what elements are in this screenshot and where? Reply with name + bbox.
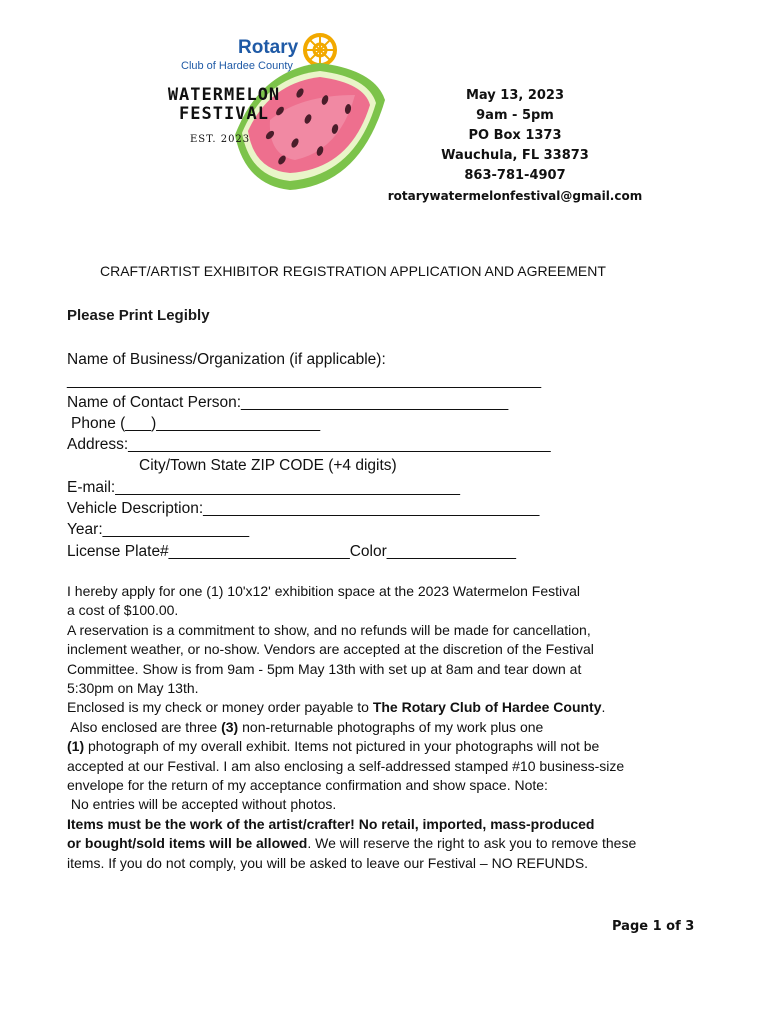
contact-email: rotarywatermelonfestival@gmail.com	[387, 189, 643, 203]
agreement-line: envelope for the return of my acceptance confirmation and show space. Note:	[67, 777, 548, 794]
agreement-text	[67, 582, 727, 873]
agreement-line	[67, 737, 727, 756]
agreement-line	[67, 834, 727, 853]
page-number: Page 1 of 3	[612, 919, 695, 934]
festival-title-line1: WATERMELON	[167, 85, 281, 105]
event-hours: 9am - 5pm	[476, 108, 554, 123]
contact-block	[350, 86, 680, 206]
print-legibly-note: Please Print Legibly	[67, 307, 210, 324]
license-plate-color-field: License Plate#_____________________Color_______________	[67, 542, 517, 560]
agreement-line-bold: Items must be the work of the artist/crafter! No retail, imported, mass-produced	[67, 815, 595, 832]
vehicle-description-field: Vehicle Description:_______________________________________	[67, 500, 540, 518]
address-hint: City/Town State ZIP CODE (+4 digits)	[139, 457, 397, 475]
agreement-text-span: Also enclosed are three	[67, 718, 222, 735]
event-date: May 13, 2023	[465, 88, 565, 103]
agreement-text-span: non-returnable photographs of my work plus one	[238, 718, 544, 735]
photo-count-one: (1)	[67, 738, 85, 755]
festival-title	[165, 86, 283, 124]
agreement-line: Committee. Show is from 9am - 5pm May 13th with set up at 8am and tear down at	[67, 660, 582, 677]
agreement-text-span: .	[601, 699, 606, 716]
agreement-line: No entries will be accepted without photos.	[67, 796, 337, 813]
agreement-line: 5:30pm on May 13th.	[67, 680, 199, 697]
agreement-line	[67, 718, 727, 737]
established-year: EST. 2023	[190, 134, 251, 145]
agreement-bold-span: or bought/sold items will be allowed	[67, 835, 308, 852]
agreement-line: accepted at our Festival. I am also enclosing a self-addressed stamped #10 business-size	[67, 757, 625, 774]
agreement-text-span: Enclosed is my check or money order payable to	[67, 699, 373, 716]
city-state-zip: Wauchula, FL 33873	[441, 148, 589, 163]
agreement-line: I hereby apply for one (1) 10'x12' exhibition space at the 2023 Watermelon Festival	[67, 583, 581, 599]
form-fields	[67, 349, 707, 562]
email-field: E-mail:________________________________________	[67, 478, 461, 496]
phone-field: Phone (___)___________________	[71, 414, 321, 432]
contact-phone: 863-781-4907	[464, 168, 566, 183]
agreement-text-span: photograph of my overall exhibit. Items not pictured in your photographs will not be	[84, 738, 600, 755]
rotary-wordmark: Rotary	[238, 37, 299, 58]
business-name-line: _______________________________________________________	[67, 372, 542, 390]
payee-name: The Rotary Club of Hardee County	[372, 699, 602, 716]
agreement-line: a cost of $100.00.	[67, 602, 179, 619]
business-name-label: Name of Business/Organization (if applicable):	[67, 351, 386, 368]
agreement-line	[67, 698, 727, 717]
rotary-club-name: Club of Hardee County	[181, 60, 293, 72]
agreement-line: A reservation is a commitment to show, and no refunds will be made for cancellation,	[67, 621, 591, 638]
address-field: Address:_________________________________________________	[67, 436, 551, 454]
po-box: PO Box 1373	[468, 128, 562, 143]
rotary-wheel-icon	[305, 35, 335, 65]
festival-title-line2: FESTIVAL	[179, 104, 269, 124]
contact-person-field: Name of Contact Person:_______________________________	[67, 393, 509, 411]
agreement-text-span: . We will reserve the right to ask you to remove these	[307, 835, 637, 852]
form-title: CRAFT/ARTIST EXHIBITOR REGISTRATION APPLICATION AND AGREEMENT	[100, 263, 606, 279]
year-field: Year:_________________	[67, 521, 250, 539]
photo-count-three: (3)	[221, 718, 239, 735]
agreement-line: items. If you do not comply, you will be asked to leave our Festival – NO REFUNDS.	[67, 854, 589, 871]
agreement-line: inclement weather, or no-show. Vendors are accepted at the discretion of the Festival	[67, 641, 594, 658]
